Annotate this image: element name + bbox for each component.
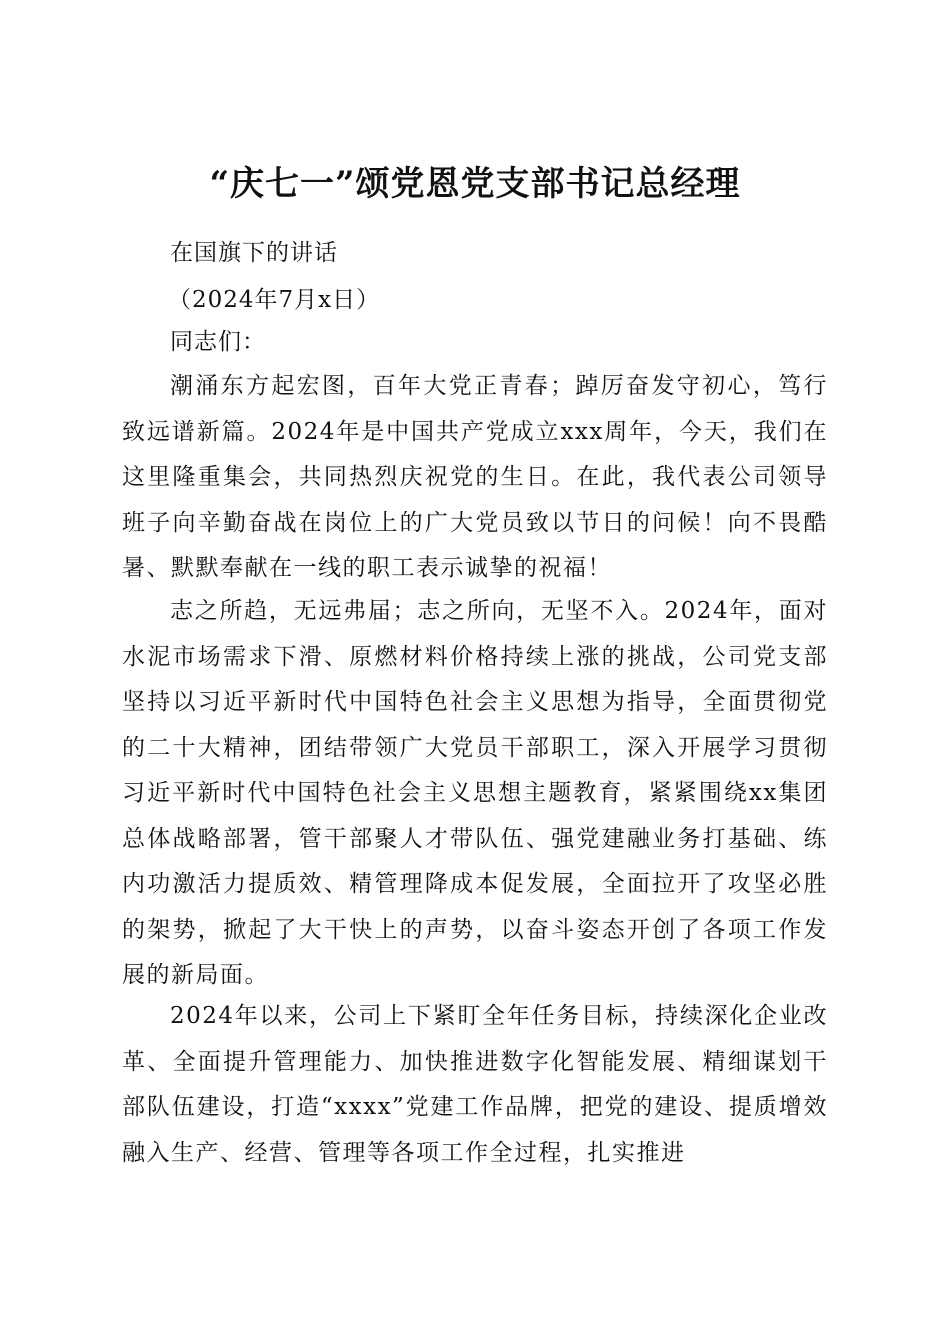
paragraph-3: 2024年以来，公司上下紧盯全年任务目标，持续深化企业改革、全面提升管理能力、加快推进数字化智能发展、精细谋划干部队伍建设，打造“xxxx”党建工作品牌，把党的建设、提质增效融入生产、经营、管理等各项工作全过程，扎实推进 <box>122 1003 828 1166</box>
paragraph-1: 潮涌东方起宏图，百年大党正青春；踔厉奋发守初心，笃行致远谱新篇。2024年是中国共产党成立xxx周年，今天，我们在这里隆重集会，共同热烈庆祝党的生日。在此，我代表公司领导班子向辛勤奋战在岗位上的广大党员致以节日的问候！向不畏酷暑、默默奉献在一线的职工表示诚挚的祝福！ <box>122 373 828 581</box>
greeting: 同志们： <box>170 329 266 355</box>
document-subtitle: 在国旗下的讲话 <box>170 240 338 266</box>
document-date: （2024年7月x日） <box>168 287 381 313</box>
document-title: “庆七一”颂党恩党支部书记总经理 <box>209 163 741 204</box>
paragraph-2: 志之所趋，无远弗届；志之所向，无坚不入。2024年，面对水泥市场需求下滑、原燃材料价格持续上涨的挑战，公司党支部坚持以习近平新时代中国特色社会主义思想为指导，全面贯彻党的二十大精神，团结带领广大党员干部职工，深入开展学习贯彻习近平新时代中国特色社会主义思想主题教育，紧紧围绕xx集团总体战略部署，管干部聚人才带队伍、强党建融业务打基础、练内功激活力提质效、精管理降成本促发展，全面拉开了攻坚必胜的架势，掀起了大干快上的声势，以奋斗姿态开创了各项工作发展的新局面。 <box>122 598 828 988</box>
